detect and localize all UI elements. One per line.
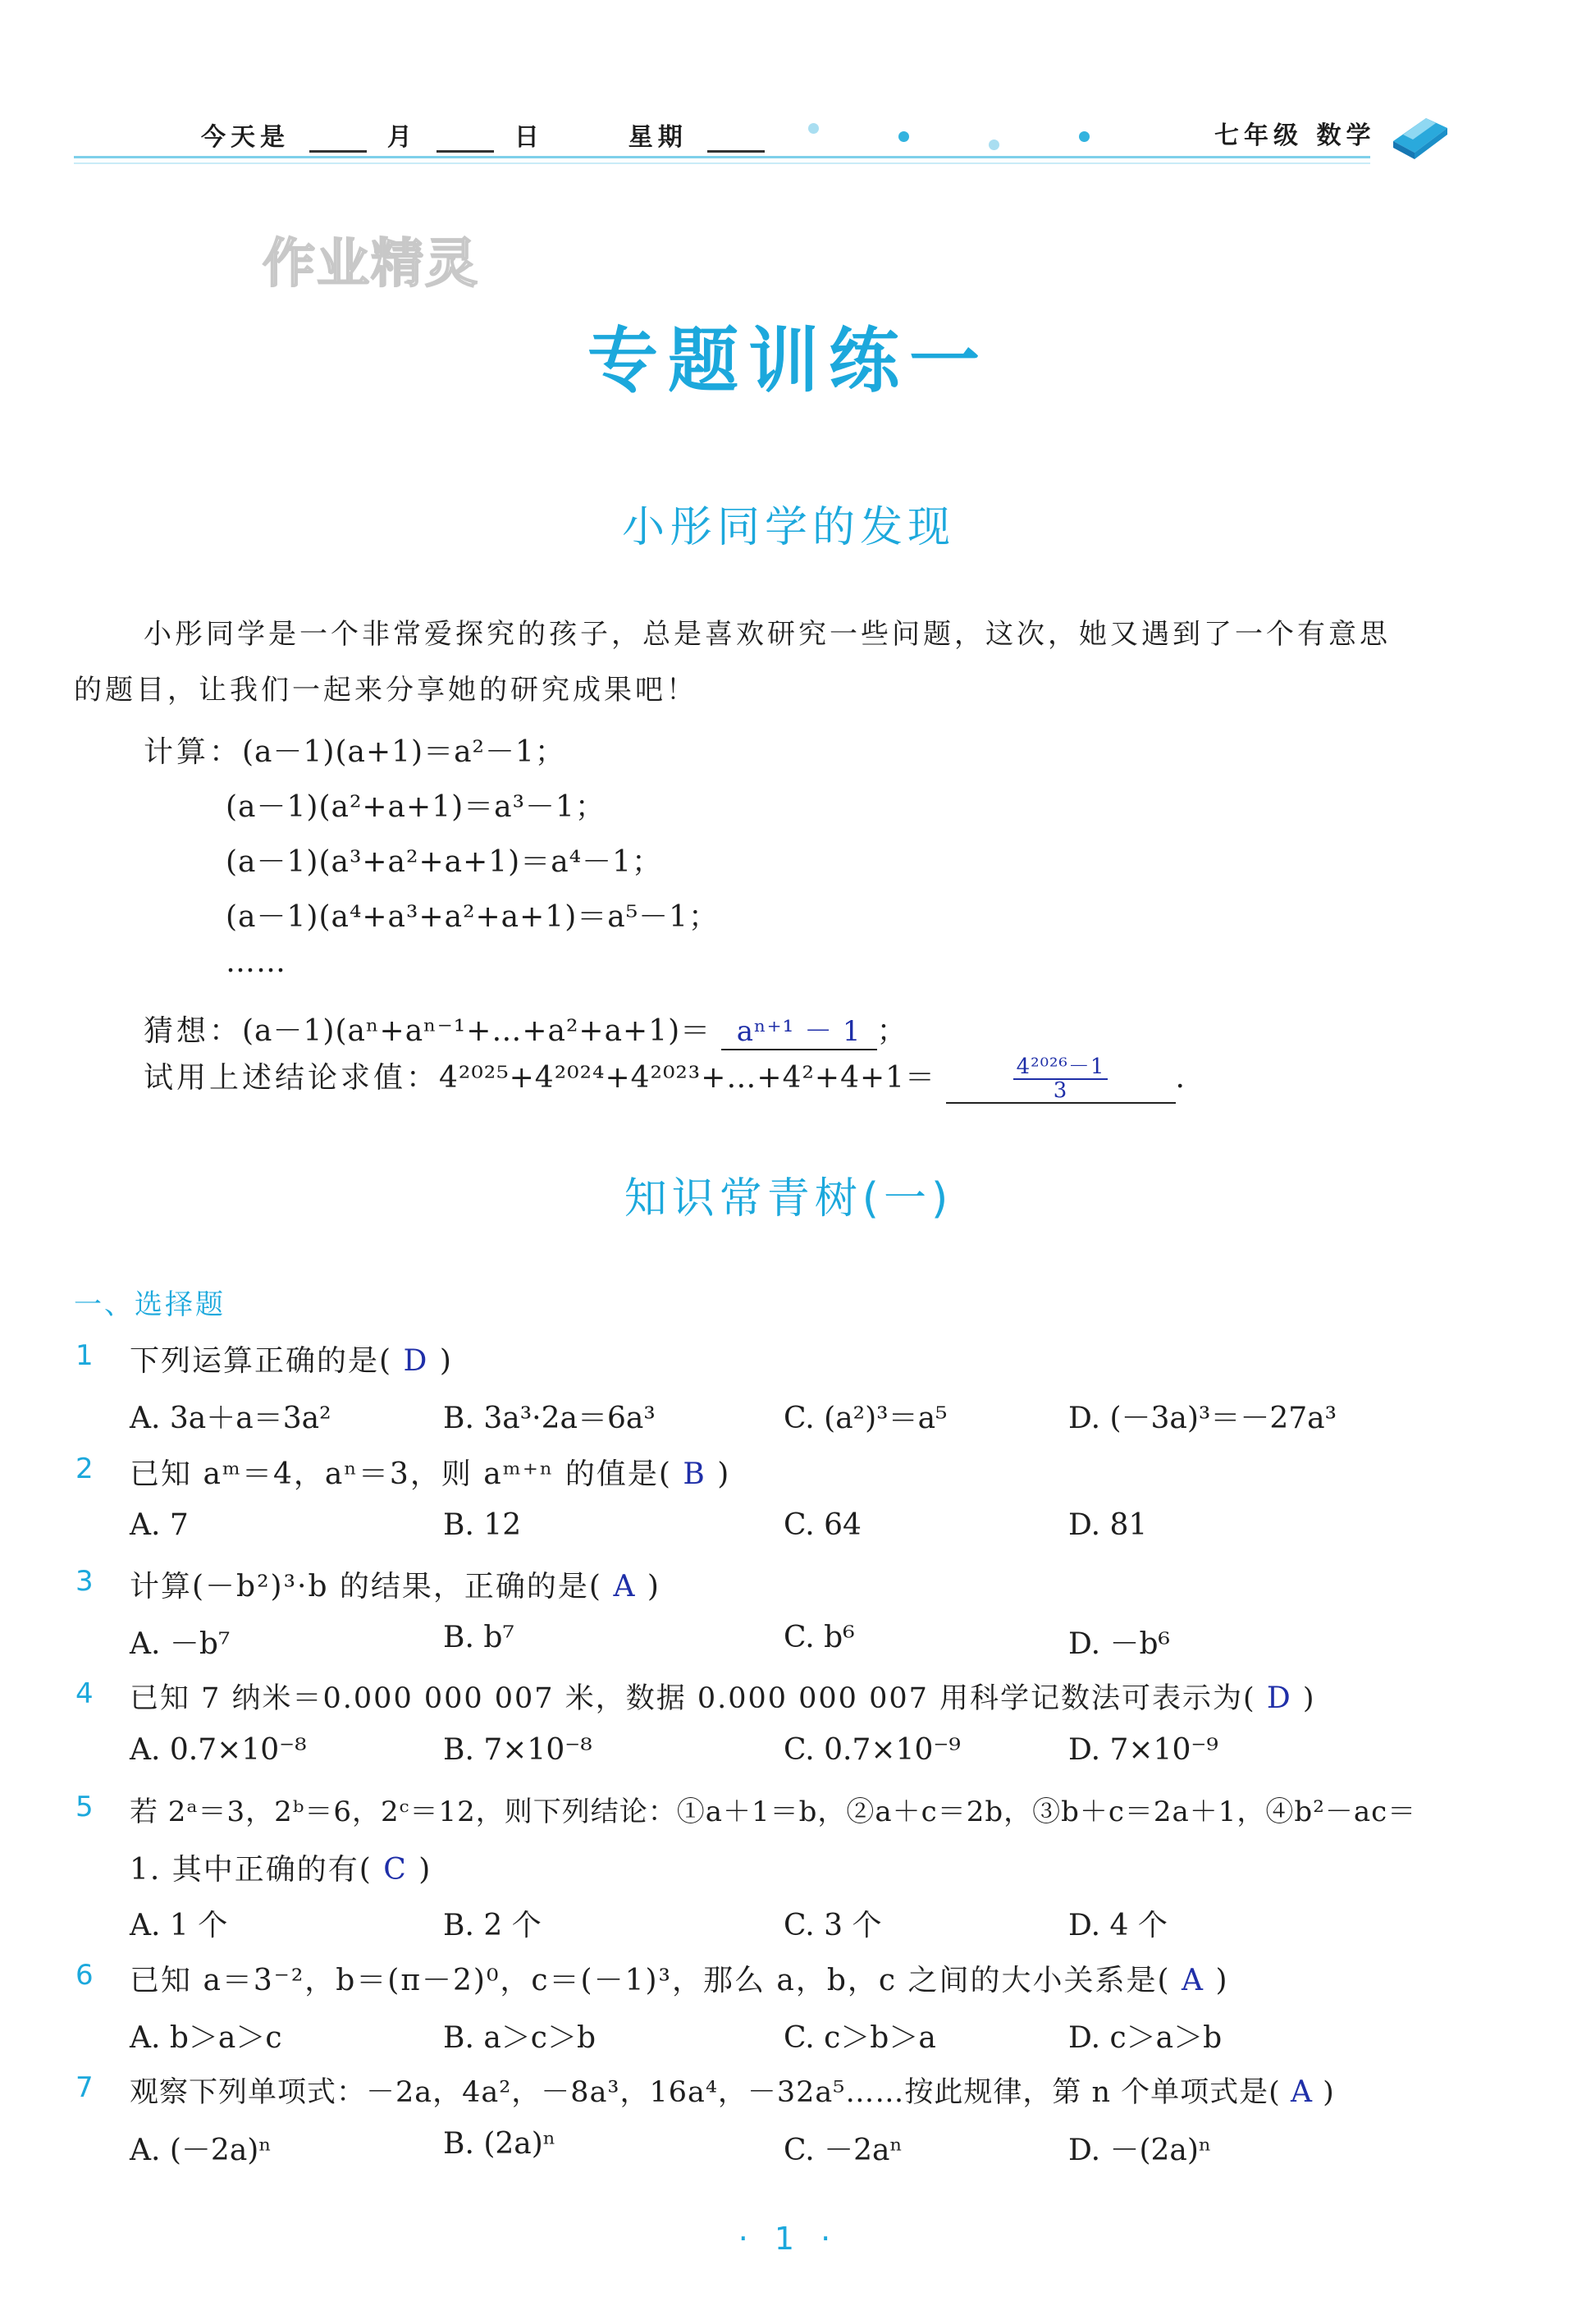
question-stem	[130, 2070, 1335, 2111]
question-answer: A	[1182, 1964, 1205, 1997]
month-blank	[309, 126, 367, 153]
section-heading: 小彤同学的发现	[621, 503, 955, 552]
option-b: B. a＞c＞b	[443, 2021, 597, 2055]
option-a: A. 3a＋a＝3a²	[130, 1402, 331, 1435]
option-d: D. 81	[1068, 1508, 1148, 1542]
question-text: 观察下列单项式：－2a，4a²，－8a³，16a⁴，－32a⁵……按此规律，第 n 个单项式是(	[130, 2076, 1281, 2109]
question-answer: C	[383, 1853, 408, 1887]
question-number: 7	[75, 2071, 94, 2104]
calc-expr: (a－1)(a+1)＝a²－1；	[242, 735, 565, 769]
intro-line: 小彤同学是一个非常爱探究的孩子，总是喜欢研究一些问题，这次，她又遇到了一个有意思	[144, 618, 1391, 651]
calc-expr: (a－1)(a²+a+1)＝a³－1；	[226, 790, 606, 824]
option-a: A. 7	[130, 1508, 189, 1542]
option-a: A. 0.7×10⁻⁸	[130, 1733, 307, 1767]
question-number: 4	[75, 1677, 94, 1710]
decor-dot	[1079, 131, 1090, 142]
option-c: C. 0.7×10⁻⁹	[784, 1733, 961, 1767]
day-blank	[437, 126, 494, 153]
question-close: )	[717, 1457, 731, 1491]
header-date-line	[201, 117, 765, 153]
calc-expr: (a－1)(a⁴+a³+a²+a+1)＝a⁵－1；	[226, 900, 720, 934]
question-close: )	[439, 1344, 453, 1378]
eraser-icon	[1387, 107, 1452, 167]
option-c: C. 3 个	[784, 1909, 882, 1942]
question-stem	[130, 1451, 730, 1493]
guess-end: ；	[876, 1014, 907, 1048]
option-b: B. 7×10⁻⁸	[443, 1733, 592, 1767]
question-number: 6	[75, 1959, 94, 1992]
header-rule	[74, 156, 1370, 158]
option-d: D. －(2a)ⁿ	[1068, 2134, 1212, 2167]
calc-label: 计算：	[144, 735, 243, 769]
question-answer: D	[1266, 1681, 1292, 1715]
fraction-numerator: 4²⁰²⁶－1	[1013, 1056, 1108, 1080]
fraction-denominator: 3	[1053, 1078, 1068, 1103]
option-d: D. 4 个	[1068, 1909, 1168, 1942]
question-text-cont: 1. 其中正确的有(	[130, 1853, 373, 1887]
option-c: C. 64	[784, 1508, 862, 1542]
today-label: 今天是	[201, 123, 290, 152]
decor-dot	[898, 131, 909, 142]
guess-expr: (a－1)(aⁿ+aⁿ⁻¹+…+a²+a+1)＝	[242, 1014, 711, 1048]
option-a: A. b＞a＞c	[130, 2021, 282, 2055]
option-c: C. －2aⁿ	[784, 2134, 903, 2167]
apply-answer-blank	[946, 1056, 1176, 1105]
option-c: C. (a²)³＝a⁵	[784, 1402, 948, 1435]
question-number: 2	[75, 1452, 94, 1485]
question-answer: B	[683, 1457, 706, 1491]
option-a: A. 1 个	[130, 1909, 228, 1942]
option-a: A. －b⁷	[130, 1627, 231, 1661]
weekday-blank	[707, 126, 765, 153]
option-c: C. b⁶	[784, 1621, 855, 1654]
header-rule-light	[74, 162, 1370, 164]
question-close: )	[418, 1853, 432, 1887]
month-label: 月	[386, 123, 417, 152]
question-close: )	[1323, 2076, 1335, 2109]
question-close: )	[647, 1570, 661, 1603]
option-d: D. c＞a＞b	[1068, 2021, 1223, 2055]
option-b: B. b⁷	[443, 1621, 514, 1654]
option-d: D. －b⁶	[1068, 1627, 1170, 1661]
question-stem	[130, 1957, 1229, 1999]
page-title: 专题训练一	[587, 320, 990, 402]
question-close: )	[1215, 1964, 1229, 1997]
question-text: 若 2ᵃ＝3，2ᵇ＝6，2ᶜ＝12，则下列结论：①a＋1＝b，②a＋c＝2b，③b＋c＝2a＋1，④b²－ac＝	[130, 1796, 1417, 1828]
category-label: 一、选择题	[74, 1288, 226, 1321]
option-d: D. (－3a)³＝－27a³	[1068, 1402, 1337, 1435]
option-b: B. 2 个	[443, 1909, 542, 1942]
apply-answer-fraction	[1013, 1056, 1108, 1103]
question-text: 已知 7 纳米＝0.000 000 007 米，数据 0.000 000 007 用科学记数法可表示为(	[130, 1682, 1256, 1715]
apply-label: 试用上述结论求值：	[144, 1061, 440, 1095]
question-number: 5	[75, 1791, 94, 1823]
guess-label: 猜想：	[144, 1014, 243, 1048]
intro-line: 的题目，让我们一起来分享她的研究成果吧！	[74, 674, 697, 707]
question-stem	[130, 1676, 1315, 1717]
grade-subject: 七年级 数学	[1214, 121, 1376, 150]
decor-dot	[808, 123, 819, 134]
question-answer: D	[403, 1344, 429, 1378]
option-c: C. c＞b＞a	[784, 2021, 936, 2055]
question-text: 已知 a＝3⁻²，b＝(π－2)⁰，c＝(－1)³，那么 a，b，c 之间的大小关系是(	[130, 1964, 1171, 1997]
weekday-label: 星期	[628, 123, 688, 152]
question-answer: A	[1290, 2075, 1313, 2109]
apply-line	[144, 1054, 1186, 1104]
guess-line	[144, 1008, 907, 1050]
question-answer: A	[613, 1570, 637, 1603]
option-b: B. 12	[443, 1508, 522, 1542]
question-text: 计算(－b²)³·b 的结果，正确的是(	[130, 1570, 602, 1603]
option-a: A. (－2a)ⁿ	[130, 2134, 272, 2167]
day-label: 日	[514, 123, 544, 152]
page-number: · 1 ·	[738, 2221, 839, 2257]
question-close: )	[1302, 1682, 1316, 1715]
question-text: 已知 aᵐ＝4，aⁿ＝3，则 aᵐ⁺ⁿ 的值是(	[130, 1457, 672, 1491]
question-stem	[130, 1563, 661, 1605]
section-heading: 知识常青树(一)	[624, 1174, 953, 1224]
guess-answer: aⁿ⁺¹ － 1	[721, 1009, 877, 1050]
option-d: D. 7×10⁻⁹	[1068, 1733, 1218, 1767]
apply-expr: 4²⁰²⁵+4²⁰²⁴+4²⁰²³+…+4²+4+1＝	[439, 1061, 936, 1095]
watermark: 作业精灵	[263, 234, 479, 295]
question-stem	[130, 1846, 432, 1888]
question-number: 3	[75, 1565, 94, 1598]
decor-dot	[989, 140, 999, 150]
option-b: B. 3a³·2a＝6a³	[443, 1402, 656, 1435]
calc-ellipsis: ……	[226, 945, 286, 979]
apply-end: .	[1175, 1061, 1186, 1095]
calc-line	[144, 729, 565, 771]
question-text: 下列运算正确的是(	[130, 1344, 393, 1378]
question-number: 1	[75, 1339, 94, 1372]
question-stem	[130, 1338, 453, 1379]
calc-expr: (a－1)(a³+a²+a+1)＝a⁴－1；	[226, 845, 662, 879]
option-b: B. (2a)ⁿ	[443, 2127, 556, 2161]
